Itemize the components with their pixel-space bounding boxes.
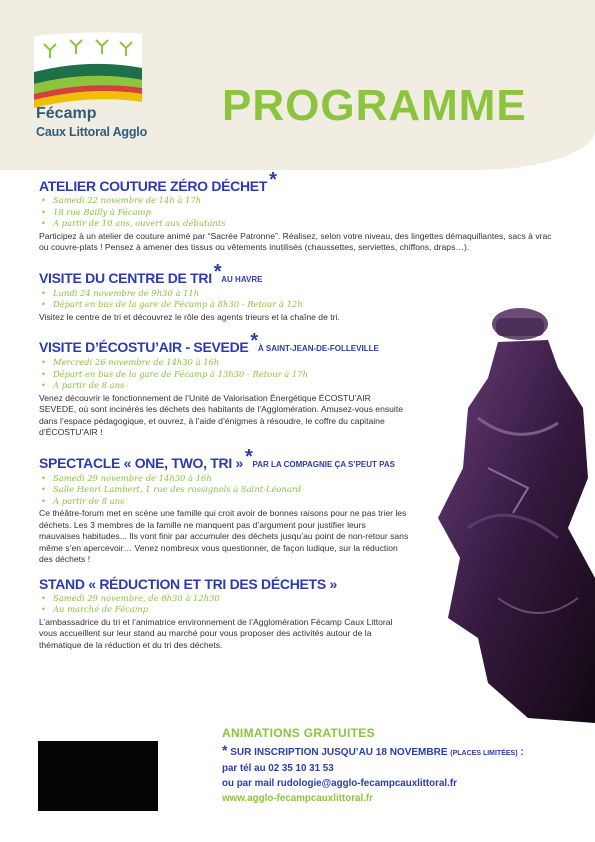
event-details <box>39 593 559 616</box>
page-title: PROGRAMME <box>222 81 527 130</box>
logo-subtitle: Caux Littoral Agglo <box>36 125 148 139</box>
redacted-box <box>38 741 158 811</box>
event-title: VISITE DU CENTRE DE TRI <box>39 269 212 286</box>
event-description: Ce théâtre-forum met en scène une famille qui croit avoir de bonnes raisons pour ne pas trier les déchets. Les 3 membres de la famille ne manquent pas d’argument pour justifier leurs mauvaises habitudes... Ils vont finir par accumuler des déchets jusqu’au point de non-retour sans même s’en apercevoir… Venez nombreux vous questionner, de façon ludique, sur la réduction des déchets ! <box>39 508 409 564</box>
registration-info <box>222 726 582 806</box>
free-activities-label: ANIMATIONS GRATUITES <box>222 726 375 740</box>
event-heading <box>39 445 559 473</box>
event-heading <box>39 576 559 593</box>
event-title: ATELIER COUTURE ZÉRO DÉCHET <box>39 178 268 194</box>
event-heading <box>39 260 559 288</box>
website-link[interactable]: www.agglo-fecampcauxlittoral.fr <box>222 793 373 804</box>
event-place: PAR LA COMPAGNIE ÇA S’PEUT PAS <box>252 459 396 469</box>
event-detail: • A partir de 10 ans, ouvert aux débutants <box>39 218 559 230</box>
event-section <box>39 445 559 566</box>
event-section <box>39 330 559 439</box>
event-details <box>39 195 559 230</box>
event-place: AU HAVRE <box>221 274 263 284</box>
event-detail: • Lundi 24 novembre de 9h30 à 11h <box>39 288 559 300</box>
event-details <box>39 357 559 392</box>
event-detail: • 18 rue Bailly à Fécamp <box>39 207 559 219</box>
event-detail: • A partir de 8 ans <box>39 496 559 508</box>
event-section <box>39 169 559 254</box>
event-detail: • Samedi 22 novembre de 14h à 17h <box>39 195 559 207</box>
asterisk-icon: * <box>250 330 258 352</box>
phone-line: par tél au 02 35 10 31 53 <box>222 763 334 774</box>
event-detail: • Samedi 29 novembre de 14h30 à 16h <box>39 473 559 485</box>
asterisk-icon: * <box>245 445 253 468</box>
event-title: STAND « RÉDUCTION ET TRI DES DÉCHETS » <box>39 575 337 592</box>
event-title: VISITE D’ÉCOSTU’AIR - SEVEDE <box>39 339 249 355</box>
event-section <box>39 576 559 652</box>
event-description: Participez à un atelier de couture animé par “Sacrée Patronne”. Réalisez, selon votre niveau, des lingettes démaquillantes, sacs à vrac ou couvre-plats ! Pensez à amener des tissus ou vêtements inutilisés (chaussettes, serviettes, chiffons, draps…). <box>39 230 552 252</box>
event-description: Venez découvrir le fonctionnement de l’Unité de Valorisation Énergétique ÉCOSTU’AIR SEVEDE, où sont incinérés les déchets des habitants de l’Agglomération. Amusez-vous ensuite dans l’espace pédagogique, et ouvrez, à l’aide d’énigmes à résoudre, le coffre du capitaine d’ÉCOSTU’AIR ! <box>39 392 404 437</box>
logo-name: Fécamp <box>36 105 97 122</box>
registration-deadline: * SUR INSCRIPTION JUSQU’AU 18 NOVEMBRE (PLACES LIMITÉES) : <box>222 742 524 758</box>
registration-text: SUR INSCRIPTION JUSQU’AU 18 NOVEMBRE <box>230 747 448 758</box>
event-detail: • Départ en bus de la gare de Fécamp à 13h30 - Retour à 17h <box>39 369 559 381</box>
event-description: L’ambassadrice du tri et l’animatrice environnement de l’Agglomération Fécamp Caux Littoral vous accueillent sur leur stand au marché pour vous proposer des activités autour de la thématique de la réduction et du tri des déchets. <box>39 616 393 650</box>
event-title: SPECTACLE « ONE, TWO, TRI » <box>39 454 243 471</box>
event-detail: • Mercredi 26 novembre de 14h30 à 16h <box>39 357 559 369</box>
event-detail: • Salle Henri Lambert, 1 rue des rossignols à Saint-Léonard <box>39 484 559 496</box>
event-details <box>39 288 559 311</box>
limited-places-note: (PLACES LIMITÉES) <box>450 750 518 757</box>
event-detail: • A partir de 8 ans <box>39 380 559 392</box>
event-heading <box>39 169 559 195</box>
event-detail: • Samedi 29 novembre, de 8h30 à 12h30 <box>39 593 559 605</box>
event-heading <box>39 330 559 357</box>
programme-content <box>39 169 559 661</box>
asterisk-icon: * <box>222 742 228 758</box>
event-detail: • Au marché de Fécamp <box>39 604 559 616</box>
event-detail: • Départ en bus de la gare de Fécamp à 8h30 - Retour à 12h <box>39 299 559 311</box>
event-description: Visitez le centre de tri et découvrez le rôle des agents trieurs et la chaîne de tri. <box>39 311 340 322</box>
email-line[interactable]: ou par mail rudologie@agglo-fecampcauxlittoral.fr <box>222 778 457 789</box>
event-section <box>39 260 559 324</box>
asterisk-icon: * <box>213 260 222 283</box>
asterisk-icon: * <box>269 169 277 191</box>
event-place: À SAINT-JEAN-DE-FOLLEVILLE <box>257 344 379 353</box>
event-details <box>39 473 559 508</box>
